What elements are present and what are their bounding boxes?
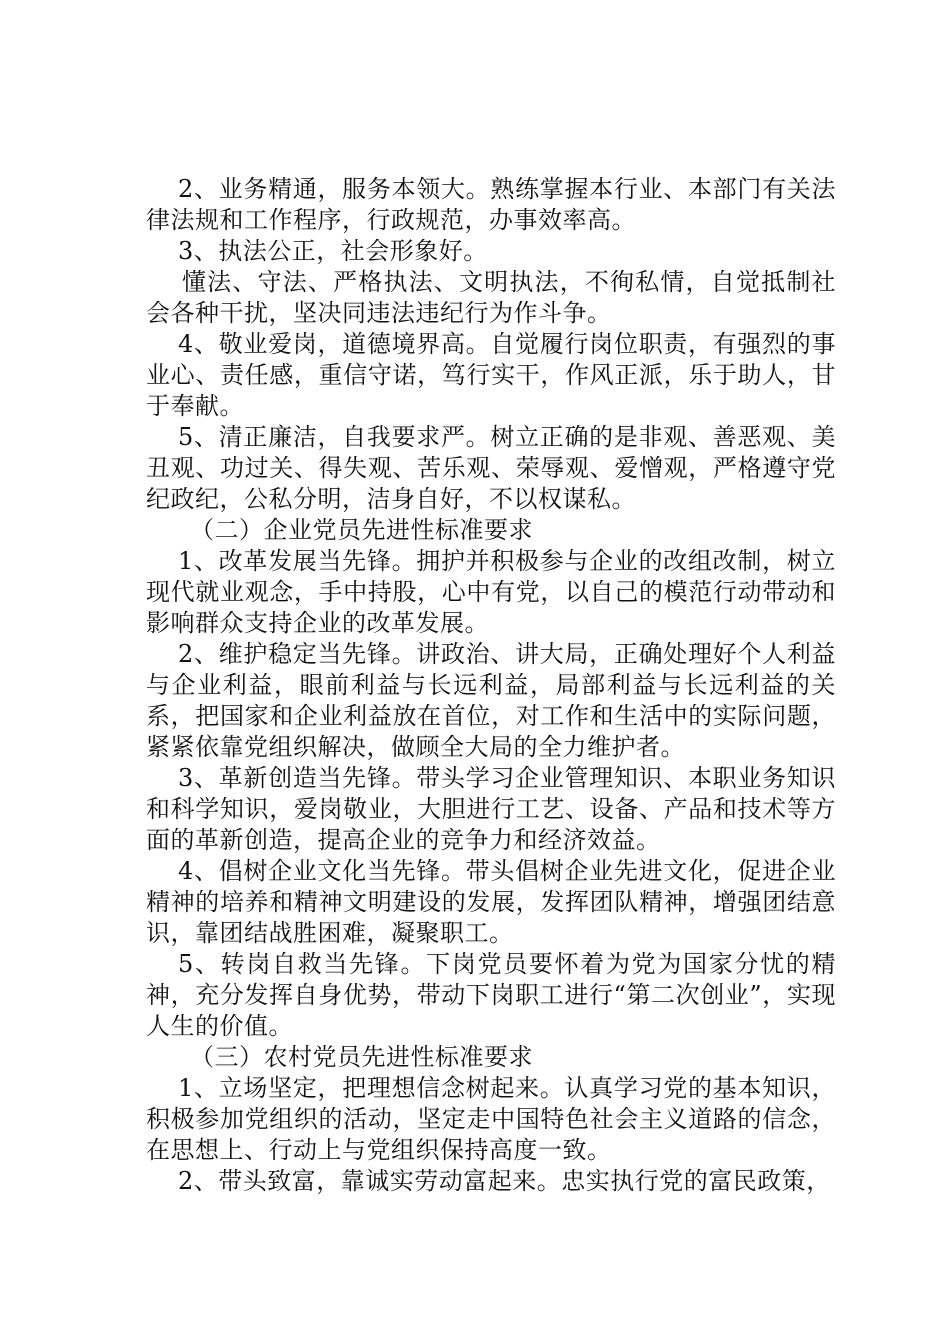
paragraph-lawful-conduct: 懂法、守法、严格执法、文明执法，不徇私情，自觉抵制社会各种干扰，坚决同违法违纪行为作斗争。 — [146, 268, 836, 327]
paragraph-item-3: 3、执法公正，社会形象好。 — [178, 237, 488, 265]
paragraph-enterprise-2: 2、维护稳定当先锋。讲政治、讲大局，正确处理好个人利益与企业利益，眼前利益与长远利益，局部利益与长远利益的关系，把国家和企业利益放在首位，对工作和生活中的实际问题，紧紧依靠党组织解决，做顾全大局的全力维护者。 — [146, 640, 836, 761]
paragraph-rural-1: 1、立场坚定，把理想信念树起来。认真学习党的基本知识，积极参加党组织的活动，坚定走中国特色社会主义道路的信念，在思想上、行动上与党组织保持高度一致。 — [146, 1074, 836, 1164]
paragraph-item-2: 2、业务精通，服务本领大。熟练掌握本行业、本部门有关法律法规和工作程序，行政规范，办事效率高。 — [146, 175, 836, 234]
paragraph-enterprise-4: 4、倡树企业文化当先锋。带头倡树企业先进文化，促进企业精神的培养和精神文明建设的发展，发挥团队精神，增强团结意识，靠团结战胜困难，凝聚职工。 — [146, 857, 836, 947]
paragraph-item-5: 5、清正廉洁，自我要求严。树立正确的是非观、善恶观、美丑观、功过关、得失观、苦乐观、荣辱观、爱憎观，严格遵守党纪政纪，公私分明，洁身自好，不以权谋私。 — [146, 423, 836, 513]
section-heading-enterprise: （二）企业党员先进性标准要求 — [190, 516, 533, 544]
section-heading-rural: （三）农村党员先进性标准要求 — [190, 1043, 533, 1071]
paragraph-rural-2: 2、带头致富，靠诚实劳动富起来。忠实执行党的富民政策， — [178, 1167, 831, 1195]
paragraph-item-4: 4、敬业爱岗，道德境界高。自觉履行岗位职责，有强烈的事业心、责任感，重信守诺，笃行实干，作风正派，乐于助人，甘于奉献。 — [146, 330, 836, 420]
paragraph-enterprise-1: 1、改革发展当先锋。拥护并积极参与企业的改组改制，树立现代就业观念，手中持股，心中有党，以自己的模范行动带动和影响群众支持企业的改革发展。 — [146, 547, 836, 637]
paragraph-enterprise-5: 5、转岗自救当先锋。下岗党员要怀着为党为国家分忧的精神，充分发挥自身优势，带动下岗职工进行“第二次创业”，实现人生的价值。 — [146, 950, 836, 1040]
document-body — [146, 174, 836, 1197]
paragraph-enterprise-3: 3、革新创造当先锋。带头学习企业管理知识、本职业务知识和科学知识，爱岗敬业，大胆进行工艺、设备、产品和技术等方面的革新创造，提高企业的竞争力和经济效益。 — [146, 764, 836, 854]
